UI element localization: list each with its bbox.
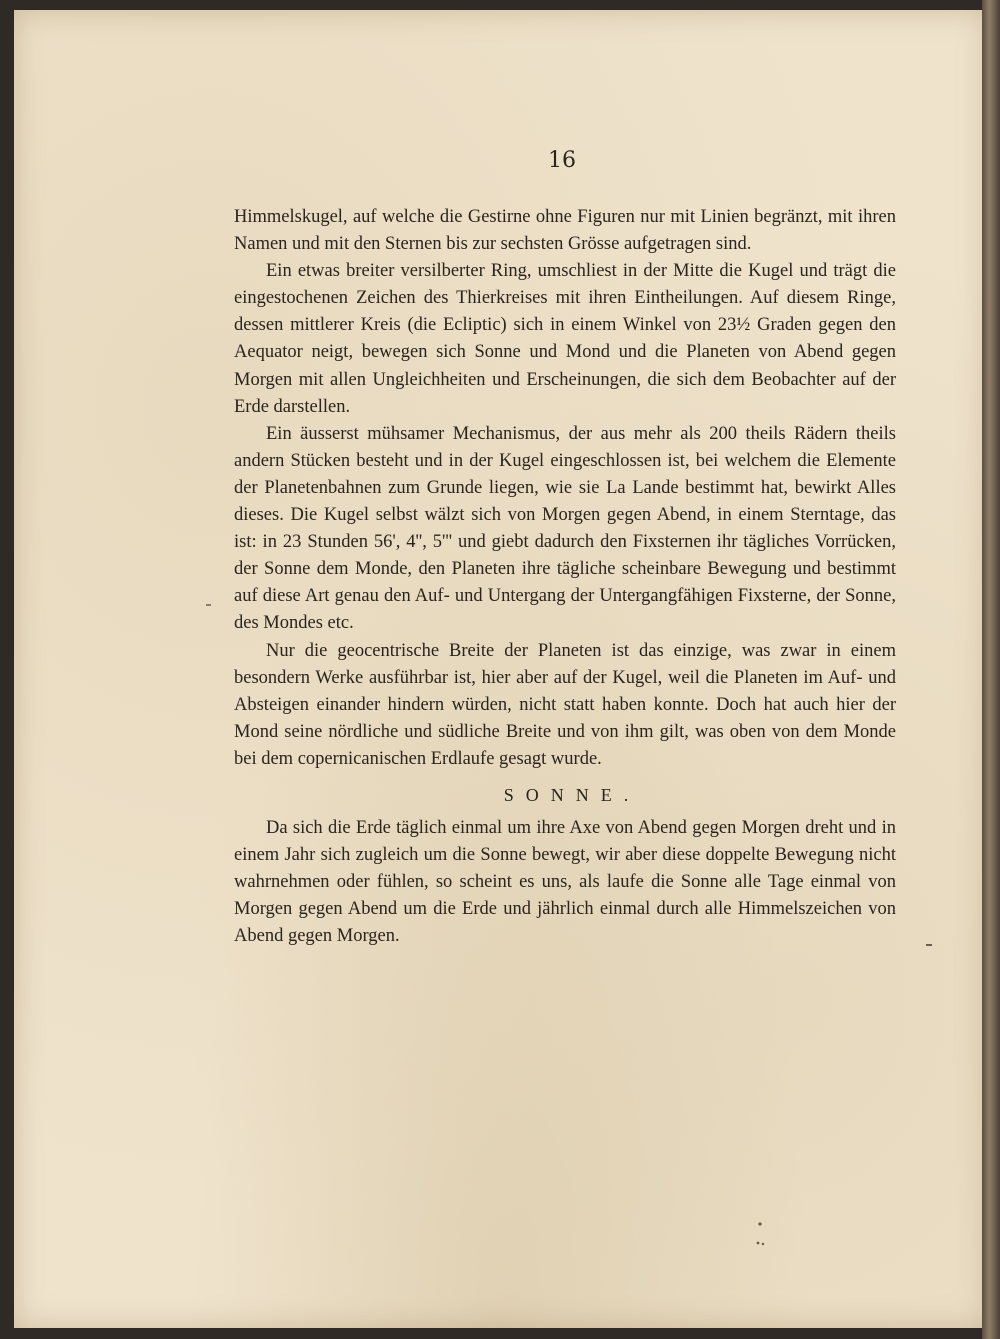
paragraph-3: Ein äusserst mühsamer Mechanismus, der aus mehr als 200 theils Rädern theils andern Stücken besteht und in der Kugel eingeschlossen ist, bei welchem die Elemente der Planetenbahnen zum Grunde liegen, wie sie La Lande bestimmt hat, bewirkt Alles dieses. Die Kugel selbst wälzt sich von Morgen gegen Abend, in einem Sterntage, das ist: in 23 Stunden 56', 4'', 5''' und giebt dadurch den Fixsternen ihr tägliches Vorrücken, der Sonne dem Monde, den Planeten ihre tägliche scheinbare Bewegung und bestimmt auf diese Art genau den Auf- und Untergang der Untergangfähigen Fixsterne, der Sonne, des Mondes etc. — [234, 423, 896, 634]
paragraph-1: Himmelskugel, auf welche die Gestirne ohne Figuren nur mit Linien begränzt, mit ihren Namen und mit den Sternen bis zur sechsten Grösse aufgetragen sind. — [234, 207, 896, 255]
ink-specks — [752, 1216, 772, 1256]
paragraph-2: Ein etwas breiter versilberter Ring, umschliest in der Mitte die Kugel und trägt die eingestochenen Zeichen des Thierkreises mit ihren Eintheilungen. Auf diesem Ringe, dessen mittlerer Kreis (die Ecliptic) sich in einem Winkel von 23½ Graden gegen den Aequator neigt, bewegen sich Sonne und Mond und die Planeten von Abend gegen Morgen mit allen Ungleichheiten und Erscheinungen, die sich dem Beobachter auf der Erde darstellen. — [234, 261, 896, 417]
margin-mark — [206, 604, 211, 606]
section-heading: SONNE. — [503, 784, 641, 805]
paragraph-4: Nur die geocentrische Breite der Planeten ist das einzige, was zwar in einem besondern Werke ausführbar ist, hier aber auf der Kugel, weil die Planeten im Auf- und Absteigen einander hindern würden, nicht statt haben konnte. Doch hat auch hier der Mond seine nördliche und südliche Breite und von ihm gilt, was oben von dem Monde bei dem copernicanischen Erdlaufe gesagt wurde. — [234, 640, 896, 769]
page-number: 16 — [548, 148, 576, 173]
paragraph-5: Da sich die Erde täglich einmal um ihre Axe von Abend gegen Morgen dreht und in einem Jahr sich zugleich um die Sonne bewegt, wir aber diese doppelte Bewegung nicht wahrnehmen oder fühlen, so scheint es uns, als laufe die Sonne alle Tage einmal von Morgen gegen Abend um die Erde und jährlich einmal durch alle Himmelszeichen von Abend gegen Morgen. — [234, 818, 896, 947]
page-edge — [982, 0, 1000, 1339]
body-text — [234, 204, 896, 951]
margin-mark — [926, 944, 932, 946]
